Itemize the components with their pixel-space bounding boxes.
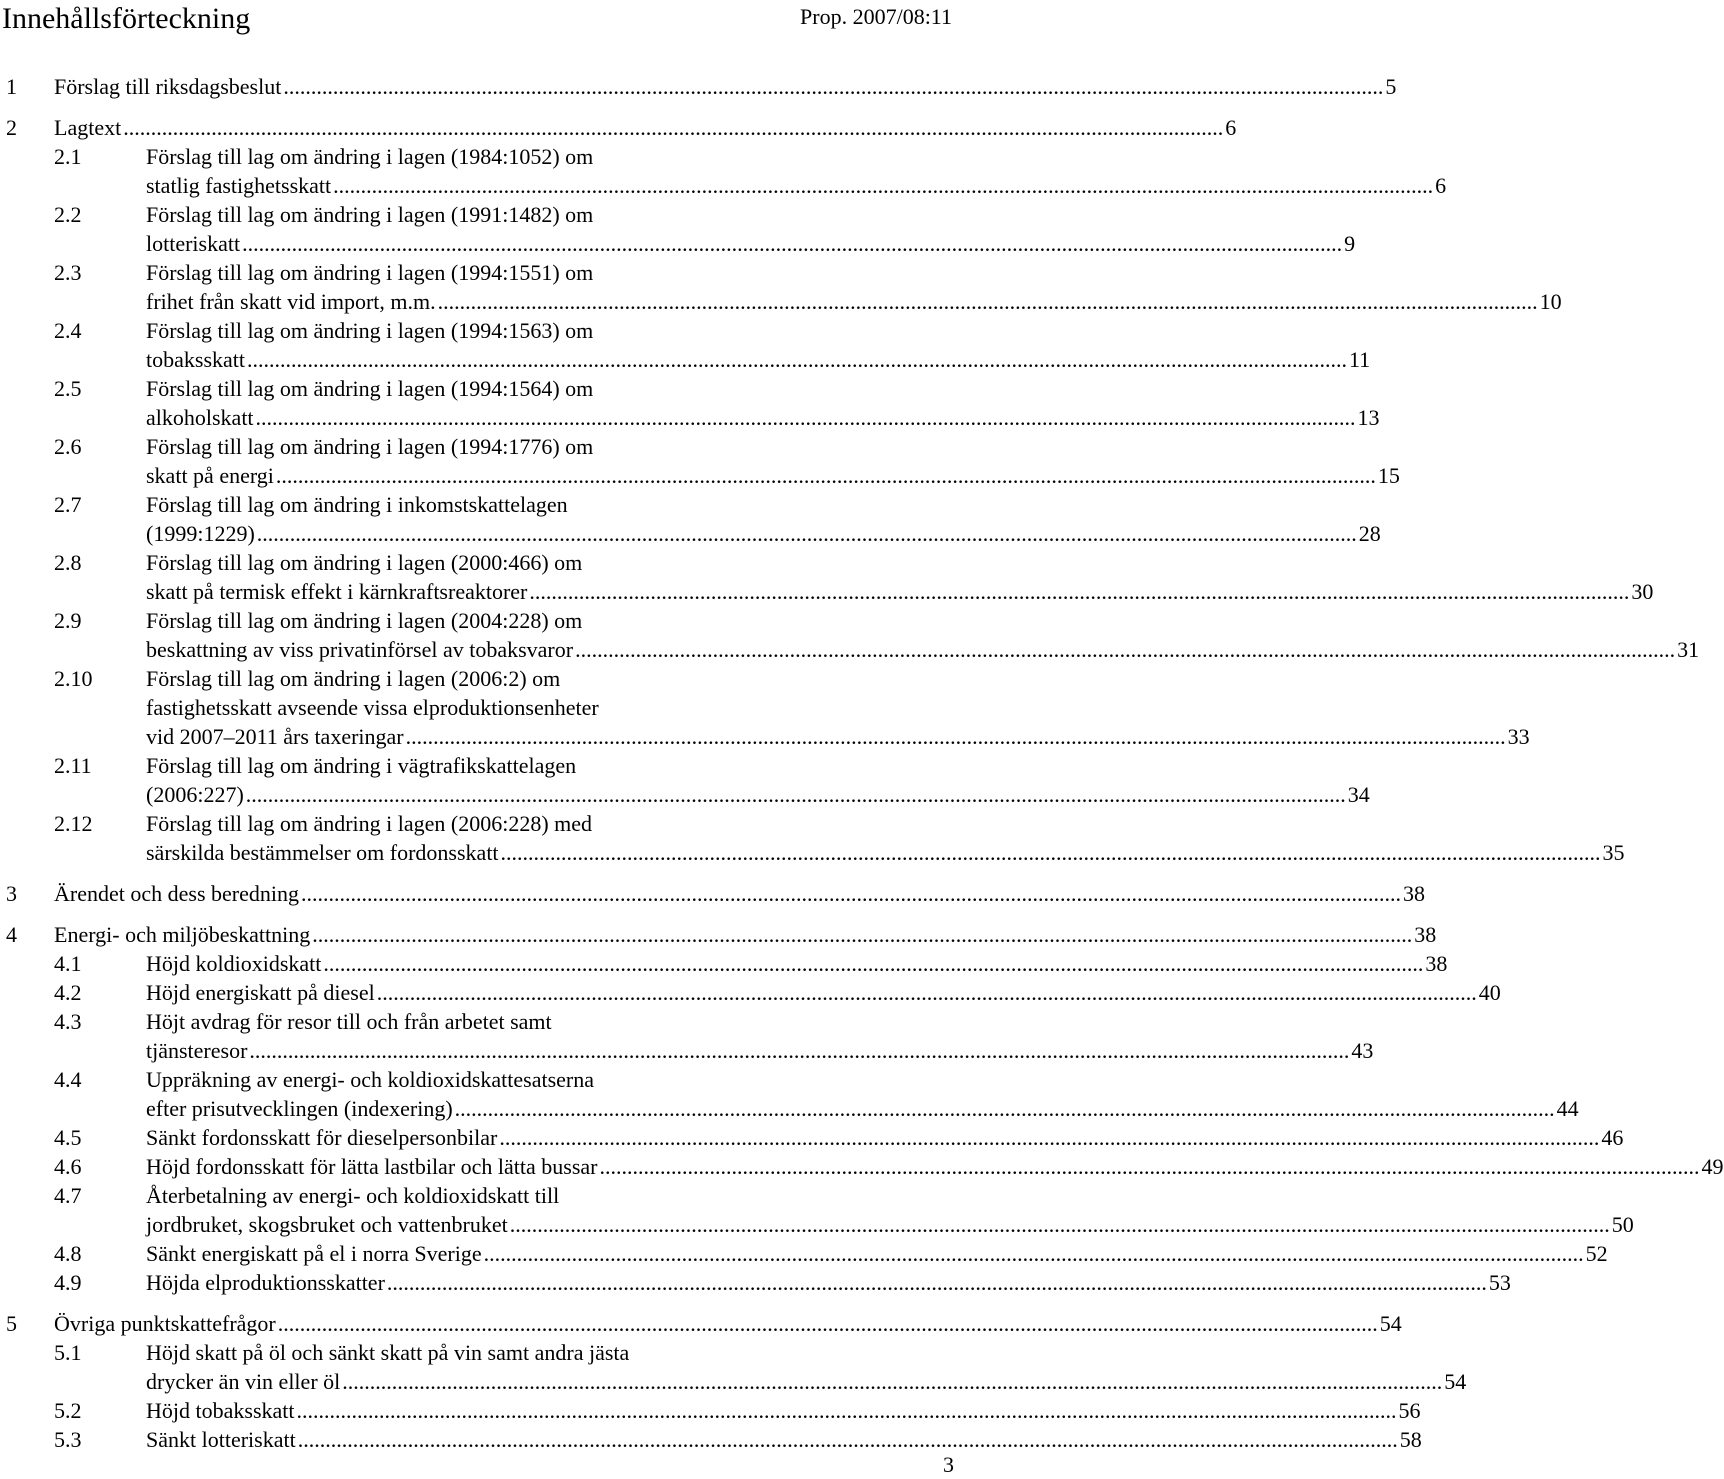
dot-leader: ........................................................................................................................................................................................................ <box>296 1398 1397 1423</box>
toc-entry-page: 35 <box>1602 840 1625 865</box>
toc-entry-number: 2 <box>6 115 17 140</box>
toc-entry-page: 33 <box>1507 724 1530 749</box>
toc-entry-page: 38 <box>1414 922 1437 947</box>
toc-entry-title-line: frihet från skatt vid import, m.m. <box>146 289 436 314</box>
toc-entry-title-line: Förslag till lag om ändring i lagen (1994:1564) om <box>146 376 594 401</box>
dot-leader: ........................................................................................................................................................................................................ <box>437 289 1538 314</box>
toc-entry-title-line: jordbruket, skogsbruket och vattenbruket <box>146 1212 508 1237</box>
toc-entry-title-line: Sänkt fordonsskatt för dieselpersonbilar <box>146 1125 498 1150</box>
toc-entry-title-line: tobaksskatt <box>146 347 245 372</box>
toc-entry-title-line: Förslag till lag om ändring i lagen (1984:1052) om <box>146 144 594 169</box>
dot-leader: ........................................................................................................................................................................................................ <box>509 1212 1610 1237</box>
toc-entry[interactable] <box>6 949 1448 978</box>
toc-entry[interactable] <box>6 606 1700 664</box>
toc-entry[interactable] <box>6 1338 1467 1396</box>
dot-leader: ........................................................................................................................................................................................................ <box>499 1125 1600 1150</box>
toc-entry-title-line: Förslag till lag om ändring i lagen (2006:2) om <box>146 666 561 691</box>
toc-entry[interactable] <box>6 1007 1374 1065</box>
toc-entry-title-line: Höjd tobaksskatt <box>146 1398 295 1423</box>
toc-entry[interactable] <box>6 1396 1421 1425</box>
dot-leader: ........................................................................................................................................................................................................ <box>483 1241 1584 1266</box>
toc-entry-title-line: Energi- och miljöbeskattning <box>54 922 311 947</box>
dot-leader: ........................................................................................................................................................................................................ <box>454 1096 1555 1121</box>
toc-entry-title-line: Förslag till lag om ändring i lagen (1994:1776) om <box>146 434 594 459</box>
toc-entry-title-line: tjänsteresor <box>146 1038 248 1063</box>
toc-entry[interactable] <box>6 920 1437 949</box>
toc-entry[interactable] <box>6 751 1370 809</box>
toc-entry-number: 4.1 <box>54 951 82 976</box>
toc-entry[interactable] <box>6 1239 1608 1268</box>
toc-entry-page: 6 <box>1225 115 1237 140</box>
dot-leader: ........................................................................................................................................................................................................ <box>297 1427 1398 1452</box>
toc-entry-number: 5.3 <box>54 1427 82 1452</box>
toc-entry-title-line: drycker än vin eller öl <box>146 1369 341 1394</box>
toc-entry-number: 4.6 <box>54 1154 82 1179</box>
toc-entry[interactable] <box>6 72 1397 101</box>
toc-entry-page: 13 <box>1357 405 1380 430</box>
toc-entry-page: 43 <box>1351 1038 1374 1063</box>
toc-entry[interactable] <box>6 664 1530 751</box>
toc-entry[interactable] <box>6 200 1356 258</box>
dot-leader: ........................................................................................................................................................................................................ <box>247 347 1347 372</box>
toc-entry-title-line: Förslag till lag om ändring i lagen (2004:228) om <box>146 608 583 633</box>
toc-entry-number: 5.1 <box>54 1340 82 1365</box>
toc-entry-title-line: skatt på energi <box>146 463 274 488</box>
toc-entry[interactable] <box>6 1181 1634 1239</box>
toc-entry-title-line: lotteriskatt <box>146 231 241 256</box>
toc-entry-title-line: Höjda elproduktionsskatter <box>146 1270 385 1295</box>
toc-entry-page: 10 <box>1539 289 1562 314</box>
toc-entry-title-line: beskattning av viss privatinförsel av tobaksvaror <box>146 637 574 662</box>
toc-entry[interactable] <box>6 1152 1724 1181</box>
toc-entry-title-line: Förslag till lag om ändring i lagen (1991:1482) om <box>146 202 594 227</box>
page-title: Innehållsförteckning <box>2 2 251 35</box>
toc-entry-title-line: Förslag till lag om ändring i vägtrafikskattelagen <box>146 753 577 778</box>
toc-entry-title-line: särskilda bestämmelser om fordonsskatt <box>146 840 499 865</box>
toc-entry-number: 4.8 <box>54 1241 82 1266</box>
toc-entry-number: 4.5 <box>54 1125 82 1150</box>
toc-entry[interactable] <box>6 1268 1511 1297</box>
dot-leader: ........................................................................................................................................................................................................ <box>575 637 1676 662</box>
dot-leader: ........................................................................................................................................................................................................ <box>242 231 1343 256</box>
toc-entry[interactable] <box>6 978 1501 1007</box>
dot-leader: ........................................................................................................................................................................................................ <box>333 173 1434 198</box>
toc-entry-number: 2.7 <box>54 492 82 517</box>
toc-entry-title-line: Höjd fordonsskatt för lätta lastbilar och lätta bussar <box>146 1154 598 1179</box>
toc-entry-title-line: Förslag till lag om ändring i lagen (1994:1563) om <box>146 318 594 343</box>
toc-entry-number: 2.8 <box>54 550 82 575</box>
toc-entry[interactable] <box>6 432 1400 490</box>
toc-entry-number: 2.12 <box>54 811 93 836</box>
toc-entry-title-line: Ärendet och dess beredning <box>54 881 299 906</box>
toc-entry-title-line: Förslag till lag om ändring i inkomstskattelagen <box>146 492 568 517</box>
toc-entry-title-line: Förslag till riksdagsbeslut <box>54 74 282 99</box>
dot-leader: ........................................................................................................................................................................................................ <box>245 782 1346 807</box>
toc-entry-title-line: Övriga punktskattefrågor <box>54 1311 276 1336</box>
toc-entry-title-line: Höjd koldioxidskatt <box>146 951 322 976</box>
toc-entry-title-line: (1999:1229) <box>146 521 255 546</box>
dot-leader: ........................................................................................................................................................................................................ <box>312 922 1413 947</box>
toc-entry[interactable] <box>6 374 1380 432</box>
dot-leader: ........................................................................................................................................................................................................ <box>386 1270 1487 1295</box>
toc-entry[interactable] <box>6 1309 1402 1338</box>
dot-leader: ........................................................................................................................................................................................................ <box>405 724 1506 749</box>
dot-leader: ........................................................................................................................................................................................................ <box>323 951 1424 976</box>
toc-entry-page: 46 <box>1601 1125 1624 1150</box>
toc-entry[interactable] <box>6 490 1381 548</box>
dot-leader: ........................................................................................................................................................................................................ <box>300 881 1401 906</box>
toc-entry-page: 30 <box>1631 579 1654 604</box>
toc-entry-page: 34 <box>1347 782 1370 807</box>
toc-entry-number: 4.9 <box>54 1270 82 1295</box>
toc-entry-title-line: Lagtext <box>54 115 122 140</box>
toc-entry-page: 6 <box>1435 173 1447 198</box>
toc-entry-number: 2.1 <box>54 144 82 169</box>
toc-entry-title-line: efter prisutvecklingen (indexering) <box>146 1096 453 1121</box>
toc-entry-title-line: Sänkt lotteriskatt <box>146 1427 296 1452</box>
toc-entry[interactable] <box>6 316 1371 374</box>
toc-entry-page: 40 <box>1478 980 1501 1005</box>
dot-leader: ........................................................................................................................................................................................................ <box>376 980 1477 1005</box>
toc-entry-page: 5 <box>1385 74 1397 99</box>
toc-entry-number: 2.2 <box>54 202 82 227</box>
dot-leader: ........................................................................................................................................................................................................ <box>275 463 1376 488</box>
toc-entry-page: 9 <box>1344 231 1356 256</box>
toc-entry-number: 2.9 <box>54 608 82 633</box>
toc-entry-number: 4 <box>6 922 17 947</box>
toc-entry-number: 2.10 <box>54 666 93 691</box>
dot-leader: ........................................................................................................................................................................................................ <box>342 1369 1443 1394</box>
toc-entry-page: 38 <box>1425 951 1448 976</box>
toc-entry[interactable] <box>6 142 1447 200</box>
table-of-contents <box>6 72 1724 1454</box>
dot-leader: ........................................................................................................................................................................................................ <box>500 840 1601 865</box>
toc-entry-title-line: skatt på termisk effekt i kärnkraftsreaktorer <box>146 579 528 604</box>
toc-entry[interactable] <box>6 1065 1579 1123</box>
dot-leader: ........................................................................................................................................................................................................ <box>277 1311 1378 1336</box>
toc-entry-number: 4.4 <box>54 1067 82 1092</box>
toc-entry-page: 11 <box>1349 347 1371 372</box>
toc-entry-title-line: Förslag till lag om ändring i lagen (1994:1551) om <box>146 260 594 285</box>
toc-entry-number: 2.4 <box>54 318 82 343</box>
toc-entry-number: 2.6 <box>54 434 82 459</box>
toc-entry-title-line: Sänkt energiskatt på el i norra Sverige <box>146 1241 482 1266</box>
toc-entry-title-line: vid 2007–2011 års taxeringar <box>146 724 404 749</box>
toc-entry[interactable] <box>6 1425 1422 1454</box>
toc-entry-page: 56 <box>1398 1398 1421 1423</box>
toc-entry-title-line: statlig fastighetsskatt <box>146 173 332 198</box>
toc-entry-page: 54 <box>1444 1369 1467 1394</box>
toc-entry-title-line: Återbetalning av energi- och koldioxidskatt till <box>146 1183 560 1208</box>
toc-entry[interactable] <box>6 879 1425 908</box>
toc-entry-title-line: alkoholskatt <box>146 405 254 430</box>
toc-entry-page: 50 <box>1611 1212 1634 1237</box>
toc-entry-number: 5 <box>6 1311 17 1336</box>
toc-entry[interactable] <box>6 1123 1624 1152</box>
toc-entry-title-line: Förslag till lag om ändring i lagen (2006:228) med <box>146 811 593 836</box>
proposition-reference: Prop. 2007/08:11 <box>800 4 952 29</box>
page-number: 3 <box>943 1452 954 1477</box>
dot-leader: ........................................................................................................................................................................................................ <box>599 1154 1700 1179</box>
dot-leader: ........................................................................................................................................................................................................ <box>123 115 1224 140</box>
toc-entry-number: 4.3 <box>54 1009 82 1034</box>
toc-entry-title-line: Förslag till lag om ändring i lagen (2000:466) om <box>146 550 583 575</box>
dot-leader: ........................................................................................................................................................................................................ <box>283 74 1384 99</box>
toc-entry-page: 52 <box>1585 1241 1608 1266</box>
toc-entry-title-line: Uppräkning av energi- och koldioxidskattesatserna <box>146 1067 595 1092</box>
toc-entry-number: 3 <box>6 881 17 906</box>
toc-entry[interactable] <box>6 113 1237 142</box>
toc-entry-page: 15 <box>1377 463 1400 488</box>
toc-entry-title-line: Höjd skatt på öl och sänkt skatt på vin samt andra jästa <box>146 1340 630 1365</box>
toc-entry-page: 28 <box>1358 521 1381 546</box>
toc-entry-title-line: (2006:227) <box>146 782 244 807</box>
toc-entry-page: 31 <box>1677 637 1700 662</box>
toc-entry-page: 44 <box>1556 1096 1579 1121</box>
toc-entry-page: 49 <box>1701 1154 1724 1179</box>
toc-entry-title-line: fastighetsskatt avseende vissa elproduktionsenheter <box>146 695 599 720</box>
toc-entry-number: 2.5 <box>54 376 82 401</box>
toc-entry[interactable] <box>6 548 1654 606</box>
toc-entry-number: 2.3 <box>54 260 82 285</box>
toc-entry-title-line: Höjt avdrag för resor till och från arbetet samt <box>146 1009 552 1034</box>
toc-entry-number: 2.11 <box>54 753 92 778</box>
toc-entry[interactable] <box>6 258 1562 316</box>
toc-entry-number: 4.2 <box>54 980 82 1005</box>
dot-leader: ........................................................................................................................................................................................................ <box>255 405 1356 430</box>
toc-entry-page: 54 <box>1379 1311 1402 1336</box>
dot-leader: ........................................................................................................................................................................................................ <box>249 1038 1350 1063</box>
toc-entry-number: 1 <box>6 74 17 99</box>
toc-entry-page: 58 <box>1399 1427 1422 1452</box>
toc-entry-page: 53 <box>1488 1270 1511 1295</box>
toc-entry-title-line: Höjd energiskatt på diesel <box>146 980 375 1005</box>
toc-entry-number: 5.2 <box>54 1398 82 1423</box>
toc-entry-number: 4.7 <box>54 1183 82 1208</box>
dot-leader: ........................................................................................................................................................................................................ <box>256 521 1357 546</box>
dot-leader: ........................................................................................................................................................................................................ <box>529 579 1630 604</box>
toc-entry[interactable] <box>6 809 1625 867</box>
toc-entry-page: 38 <box>1402 881 1425 906</box>
